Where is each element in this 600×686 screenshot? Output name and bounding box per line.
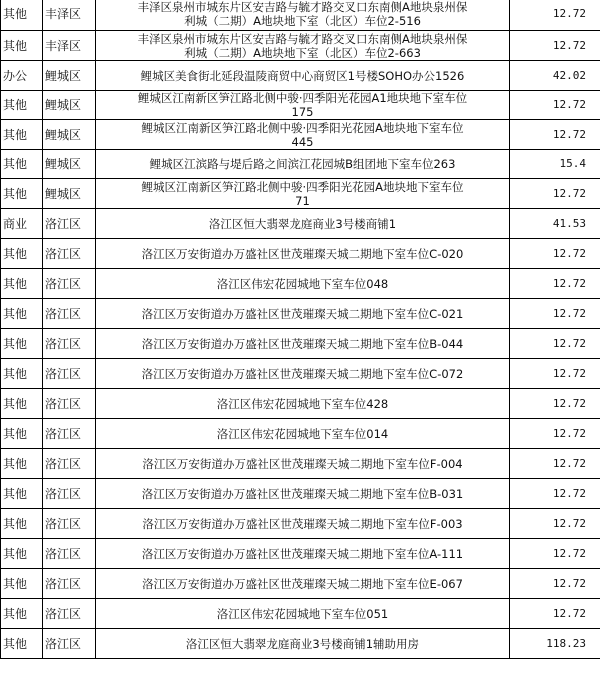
table-row — [1, 299, 600, 329]
address-line: 洛江区伟宏花园城地下室车位051 — [216, 606, 389, 621]
type-cell: 商业 — [1, 209, 43, 239]
type-cell: 其他 — [1, 91, 43, 120]
type-cell: 其他 — [1, 629, 43, 659]
table-row — [1, 389, 600, 419]
table-row — [1, 569, 600, 599]
table-row — [1, 31, 600, 61]
district-cell: 洛江区 — [43, 329, 96, 359]
address-cell — [96, 61, 510, 91]
address-line: 丰泽区泉州市城东片区安吉路与毓才路交叉口东南侧A地块泉州保 — [137, 0, 468, 14]
district-cell: 洛江区 — [43, 359, 96, 389]
area-cell: 12.72 — [510, 31, 600, 61]
table-row — [1, 0, 600, 31]
table-row — [1, 539, 600, 569]
address-cell — [96, 449, 510, 479]
address-cell — [96, 509, 510, 539]
table-row — [1, 91, 600, 120]
area-cell: 12.72 — [510, 419, 600, 449]
address-line: 利城（二期）A地块地下室（北区）车位2-516 — [184, 13, 421, 28]
type-cell: 其他 — [1, 419, 43, 449]
table-row — [1, 239, 600, 269]
address-cell — [96, 629, 510, 659]
table-row — [1, 269, 600, 299]
address-line: 洛江区万安街道办万盛社区世茂璀璨天城二期地下室车位C-020 — [141, 246, 464, 261]
address-cell — [96, 329, 510, 359]
area-cell: 12.72 — [510, 449, 600, 479]
address-cell — [96, 539, 510, 569]
address-cell — [96, 599, 510, 629]
area-cell: 12.72 — [510, 569, 600, 599]
table-row — [1, 449, 600, 479]
type-cell: 其他 — [1, 569, 43, 599]
district-cell: 洛江区 — [43, 419, 96, 449]
district-cell: 洛江区 — [43, 629, 96, 659]
table-row — [1, 209, 600, 239]
area-cell: 118.23 — [510, 629, 600, 659]
type-cell: 其他 — [1, 31, 43, 61]
address-line: 洛江区万安街道办万盛社区世茂璀璨天城二期地下室车位F-003 — [142, 516, 463, 531]
area-cell: 12.72 — [510, 479, 600, 509]
address-line: 洛江区万安街道办万盛社区世茂璀璨天城二期地下室车位C-072 — [141, 366, 464, 381]
address-line: 洛江区伟宏花园城地下室车位428 — [216, 396, 389, 411]
type-cell: 其他 — [1, 150, 43, 179]
address-cell — [96, 239, 510, 269]
address-cell — [96, 0, 510, 31]
address-cell — [96, 179, 510, 209]
type-cell: 其他 — [1, 359, 43, 389]
district-cell: 洛江区 — [43, 269, 96, 299]
address-cell — [96, 120, 510, 150]
table-row — [1, 419, 600, 449]
type-cell: 其他 — [1, 269, 43, 299]
table-row — [1, 599, 600, 629]
table-row — [1, 150, 600, 179]
district-cell: 洛江区 — [43, 479, 96, 509]
address-cell — [96, 269, 510, 299]
area-cell: 12.72 — [510, 91, 600, 120]
table-row — [1, 359, 600, 389]
district-cell: 洛江区 — [43, 599, 96, 629]
address-line: 洛江区恒大翡翠龙庭商业3号楼商铺1 — [208, 216, 397, 231]
table-row — [1, 509, 600, 539]
district-cell: 鲤城区 — [43, 61, 96, 91]
address-cell — [96, 419, 510, 449]
area-cell: 12.72 — [510, 0, 600, 31]
table-row — [1, 61, 600, 91]
address-line: 洛江区伟宏花园城地下室车位014 — [216, 426, 389, 441]
address-cell — [96, 359, 510, 389]
table-row — [1, 329, 600, 359]
address-line: 175 — [291, 105, 314, 119]
address-cell — [96, 150, 510, 179]
address-cell — [96, 209, 510, 239]
address-cell — [96, 299, 510, 329]
type-cell: 其他 — [1, 449, 43, 479]
type-cell: 其他 — [1, 539, 43, 569]
type-cell: 其他 — [1, 120, 43, 150]
type-cell: 其他 — [1, 239, 43, 269]
district-cell: 丰泽区 — [43, 31, 96, 61]
address-line: 洛江区伟宏花园城地下室车位048 — [216, 276, 389, 291]
address-line: 洛江区万安街道办万盛社区世茂璀璨天城二期地下室车位B-044 — [141, 336, 464, 351]
area-cell: 15.4 — [510, 150, 600, 179]
type-cell: 其他 — [1, 599, 43, 629]
address-cell — [96, 389, 510, 419]
area-cell: 12.72 — [510, 389, 600, 419]
area-cell: 41.53 — [510, 209, 600, 239]
type-cell: 其他 — [1, 329, 43, 359]
type-cell: 其他 — [1, 389, 43, 419]
address-line: 洛江区恒大翡翠龙庭商业3号楼商铺1辅助用房 — [185, 636, 420, 651]
address-line: 445 — [291, 134, 314, 149]
address-cell — [96, 31, 510, 61]
table-row — [1, 179, 600, 209]
address-line: 鲤城区江滨路与堤后路之间滨江花园城B组团地下室车位263 — [149, 157, 456, 171]
address-line: 鲤城区江南新区笋江路北侧中骏·四季阳光花园A地块地下室车位 — [141, 120, 464, 135]
address-line: 洛江区万安街道办万盛社区世茂璀璨天城二期地下室车位E-067 — [142, 576, 463, 591]
district-cell: 洛江区 — [43, 209, 96, 239]
area-cell: 12.72 — [510, 359, 600, 389]
address-line: 丰泽区泉州市城东片区安吉路与毓才路交叉口东南侧A地块泉州保 — [137, 31, 468, 46]
area-cell: 42.02 — [510, 61, 600, 91]
type-cell: 其他 — [1, 179, 43, 209]
address-line: 71 — [295, 193, 310, 208]
district-cell: 鲤城区 — [43, 120, 96, 150]
address-line: 洛江区万安街道办万盛社区世茂璀璨天城二期地下室车位C-021 — [141, 306, 464, 321]
district-cell: 鲤城区 — [43, 150, 96, 179]
district-cell: 洛江区 — [43, 569, 96, 599]
address-cell — [96, 91, 510, 120]
type-cell: 其他 — [1, 509, 43, 539]
area-cell: 12.72 — [510, 239, 600, 269]
area-cell: 12.72 — [510, 120, 600, 150]
area-cell: 12.72 — [510, 329, 600, 359]
address-line: 鲤城区美食街北延段温陵商贸中心商贸区1号楼SOHO办公1526 — [140, 68, 465, 83]
district-cell: 洛江区 — [43, 239, 96, 269]
district-cell: 鲤城区 — [43, 91, 96, 120]
type-cell: 其他 — [1, 299, 43, 329]
table-row — [1, 629, 600, 659]
area-cell: 12.72 — [510, 299, 600, 329]
type-cell: 办公 — [1, 61, 43, 91]
area-cell: 12.72 — [510, 269, 600, 299]
district-cell: 丰泽区 — [43, 0, 96, 31]
address-line: 洛江区万安街道办万盛社区世茂璀璨天城二期地下室车位A-111 — [141, 546, 464, 561]
table-row — [1, 479, 600, 509]
district-cell: 洛江区 — [43, 389, 96, 419]
district-cell: 鲤城区 — [43, 179, 96, 209]
address-cell — [96, 479, 510, 509]
table-body — [1, 0, 600, 659]
address-line: 洛江区万安街道办万盛社区世茂璀璨天城二期地下室车位B-031 — [141, 486, 464, 501]
watermark-overlay — [492, 670, 596, 684]
area-cell: 12.72 — [510, 539, 600, 569]
district-cell: 洛江区 — [43, 449, 96, 479]
area-cell: 12.72 — [510, 509, 600, 539]
address-line: 洛江区万安街道办万盛社区世茂璀璨天城二期地下室车位F-004 — [142, 456, 463, 471]
district-cell: 洛江区 — [43, 299, 96, 329]
district-cell: 洛江区 — [43, 509, 96, 539]
type-cell: 其他 — [1, 0, 43, 31]
address-line: 利城（二期）A地块地下室（北区）车位2-663 — [184, 45, 421, 60]
address-line: 鲤城区江南新区笋江路北侧中骏·四季阳光花园A1地块地下室车位 — [137, 91, 468, 105]
type-cell: 其他 — [1, 479, 43, 509]
district-cell: 洛江区 — [43, 539, 96, 569]
table-row — [1, 120, 600, 150]
area-cell: 12.72 — [510, 599, 600, 629]
area-cell: 12.72 — [510, 179, 600, 209]
address-cell — [96, 569, 510, 599]
address-line: 鲤城区江南新区笋江路北侧中骏·四季阳光花园A地块地下室车位 — [141, 179, 464, 194]
